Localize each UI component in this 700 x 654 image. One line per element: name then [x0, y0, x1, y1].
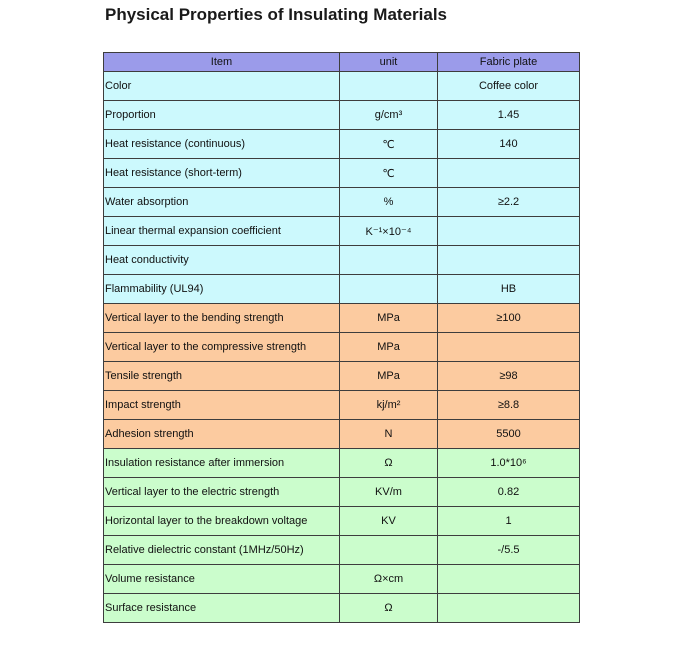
- row-value: -/5.5: [438, 536, 580, 565]
- row-unit: MPa: [340, 362, 438, 391]
- row-item: Adhesion strength: [104, 420, 340, 449]
- row-unit: K⁻¹×10⁻⁴: [340, 217, 438, 246]
- table-row: [104, 275, 580, 304]
- row-item: Horizontal layer to the breakdown voltage: [104, 507, 340, 536]
- row-value: [438, 159, 580, 188]
- row-item: Heat conductivity: [104, 246, 340, 275]
- row-item: Relative dielectric constant (1MHz/50Hz): [104, 536, 340, 565]
- table-row: [104, 188, 580, 217]
- table-header-row: [104, 53, 580, 72]
- table-row: [104, 420, 580, 449]
- row-value: [438, 246, 580, 275]
- row-item: Water absorption: [104, 188, 340, 217]
- table-row: [104, 449, 580, 478]
- row-unit: [340, 536, 438, 565]
- row-value: 140: [438, 130, 580, 159]
- row-item: Impact strength: [104, 391, 340, 420]
- table-row: [104, 594, 580, 623]
- row-value: 0.82: [438, 478, 580, 507]
- row-item: Volume resistance: [104, 565, 340, 594]
- table-row: [104, 362, 580, 391]
- row-unit: Ω×cm: [340, 565, 438, 594]
- table-row: [104, 333, 580, 362]
- row-unit: ℃: [340, 130, 438, 159]
- table-row: [104, 536, 580, 565]
- table-row: [104, 565, 580, 594]
- row-value: ≥2.2: [438, 188, 580, 217]
- row-unit: ℃: [340, 159, 438, 188]
- row-item: Linear thermal expansion coefficient: [104, 217, 340, 246]
- row-item: Vertical layer to the bending strength: [104, 304, 340, 333]
- table-row: [104, 478, 580, 507]
- row-unit: [340, 72, 438, 101]
- table-row: [104, 101, 580, 130]
- row-unit: KV/m: [340, 478, 438, 507]
- row-item: Color: [104, 72, 340, 101]
- row-item: Flammability (UL94): [104, 275, 340, 304]
- row-value: Coffee color: [438, 72, 580, 101]
- table-row: [104, 507, 580, 536]
- row-unit: kj/m²: [340, 391, 438, 420]
- table-row: [104, 159, 580, 188]
- row-unit: MPa: [340, 304, 438, 333]
- row-unit: KV: [340, 507, 438, 536]
- row-value: [438, 565, 580, 594]
- properties-table: [103, 52, 580, 623]
- header-value: Fabric plate: [438, 53, 580, 72]
- row-value: ≥100: [438, 304, 580, 333]
- row-unit: Ω: [340, 449, 438, 478]
- row-value: [438, 594, 580, 623]
- row-item: Proportion: [104, 101, 340, 130]
- row-value: HB: [438, 275, 580, 304]
- table-row: [104, 246, 580, 275]
- row-item: Vertical layer to the electric strength: [104, 478, 340, 507]
- table-row: [104, 391, 580, 420]
- row-item: Heat resistance (short-term): [104, 159, 340, 188]
- row-value: ≥8.8: [438, 391, 580, 420]
- row-value: 1: [438, 507, 580, 536]
- row-unit: Ω: [340, 594, 438, 623]
- row-item: Insulation resistance after immersion: [104, 449, 340, 478]
- row-unit: g/cm³: [340, 101, 438, 130]
- row-value: [438, 217, 580, 246]
- row-unit: %: [340, 188, 438, 217]
- row-value: 1.45: [438, 101, 580, 130]
- row-value: 5500: [438, 420, 580, 449]
- header-item: Item: [104, 53, 340, 72]
- row-item: Tensile strength: [104, 362, 340, 391]
- row-unit: [340, 275, 438, 304]
- row-value: ≥98: [438, 362, 580, 391]
- table-row: [104, 130, 580, 159]
- header-unit: unit: [340, 53, 438, 72]
- row-unit: [340, 246, 438, 275]
- row-value: [438, 333, 580, 362]
- table-row: [104, 304, 580, 333]
- table-row: [104, 217, 580, 246]
- table-row: [104, 72, 580, 101]
- row-item: Heat resistance (continuous): [104, 130, 340, 159]
- row-item: Surface resistance: [104, 594, 340, 623]
- row-item: Vertical layer to the compressive strength: [104, 333, 340, 362]
- row-value: 1.0*10⁶: [438, 449, 580, 478]
- row-unit: MPa: [340, 333, 438, 362]
- page-title: Physical Properties of Insulating Materials: [105, 5, 447, 24]
- row-unit: N: [340, 420, 438, 449]
